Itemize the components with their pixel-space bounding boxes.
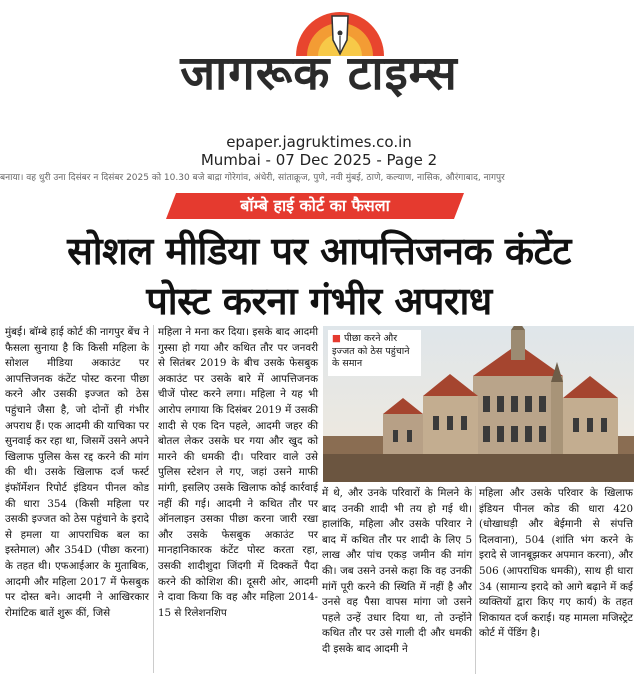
prev-text-strip: बनाया। वह धुरी उना दिसंबर न दिसंबर 2025 को 10.30 बजे बाद्रा गोरेगांव, अंधेरी, सांताक्रूज, पुणे, नवी मुंबई, ठाणे, कल्याण, नासिक, औरंगाबाद, नागपुर — [0, 173, 505, 183]
column-divider — [153, 325, 154, 673]
kicker-banner — [166, 193, 464, 219]
masthead — [0, 0, 638, 128]
masthead-title: जागरूक टाइम्स — [180, 46, 458, 101]
column-divider — [475, 486, 476, 674]
headline-line-1: सोशल मीडिया पर आपत्तिजनक कंटेंट — [67, 229, 571, 273]
article-column-4: महिला और उसके परिवार के खिलाफ इंडियन पीनल कोड की धारा 420 (धोखाधड़ी और बेईमानी से संपत्ति दिलवाना), 504 (शांति भंग करने के इरादे से जानबूझकर अपमान करना), और 506 (आपराधिक धमकी), साथ ही धारा 34 (सामान्य इरादे को आगे बढ़ाने में कई व्यक्तियों द्वारा किए गए कार्य) के तहत शिकायत दर्ज कराई। यह मामला मजिस्ट्रेट कोर्ट में पेंडिंग है। — [479, 487, 633, 640]
photo-caption-text: पीछा करने और इज्जत को ठेस पहुंचाने के समान — [332, 333, 410, 369]
headline-line-2: पोस्ट करना गंभीर अपराध — [146, 279, 492, 323]
issue-date: Mumbai - 07 Dec 2025 - Page 2 — [200, 151, 438, 169]
article-column-1: मुंबई। बॉम्बे हाई कोर्ट की नागपुर बेंच ने फैसला सुनाया है कि किसी महिला के सोशल मीडिया अकाउंट पर आपत्तिजनक कंटेंट पोस्ट करना पीछा करने और उसकी इज्जत को ठेस पहुंचाने जैसा है, जो दोनों ही गंभीर अपराध हैं। एक आदमी की याचिका पर सुनवाई कर रहा था, जिसमें उसने अपने खिलाफ पुलिस केस रद्द करने की मांग की थी। उसके खिलाफ दर्ज फर्स्ट इंफॉर्मेशन रिपोर्ट इंडियन पीनल कोड की धारा 354 (किसी महिला पर उसकी इज्जत को ठेस पहुंचाने के इरादे से हमला या आपराधिक बल का इस्तेमाल) और 354D (पीछा करना) के तहत थी। एफआईआर के मुताबिक, आदमी और महिला 2017 में फेसबुक पर दोस्त बने। आदमी ने आखिरकार रोमांटिक बातें शुरू कीं, जिसे — [5, 326, 149, 619]
article-column-2: महिला ने मना कर दिया। इसके बाद आदमी गुस्सा हो गया और कथित तौर पर जनवरी से सितंबर 2019 के बीच उसके फेसबुक अकाउंट पर उसके बारे में आपत्तिजनक चीजें पोस्ट करने लगा। महिला ने यह भी आरोप लगाया कि दिसंबर 2019 में उसकी शादी से एक दिन पहले, आदमी जहर की बोतल लेकर उसके घर गया और खुद को मारने की धमकी दी। परिवार वाले उसे पुलिस स्टेशन ले गए, जहां उसने माफी मांगी, इसलिए उसके खिलाफ कोई कार्रवाई नहीं की गई। आदमी ने कथित तौर पर ऑनलाइन उसका पीछा करना जारी रखा और उसके फेसबुक अकाउंट पर मानहानिकारक कंटेंट पोस्ट करता रहा, उसकी शादीशुदा जिंदगी में दिक्कतें पैदा करने की कोशिश की। दूसरी ओर, आदमी ने दावा किया कि वह और महिला 2014-15 से रिलेशनशिप — [158, 326, 318, 619]
red-square-bullet-icon: ■ — [332, 333, 341, 344]
headline — [0, 226, 638, 326]
photo-caption — [328, 330, 421, 376]
epaper-url: epaper.jagruktimes.co.in — [226, 133, 412, 151]
article-column-3: में थे, और उनके परिवारों के मिलने के बाद उनकी शादी भी तय हो गई थी। हालांकि, महिला और उसके परिवार ने बाद में कथित तौर पर शादी के लिए 5 लाख और पांच एकड़ जमीन की मांग की। जब उसने उनसे कहा कि वह उनकी मांगें पूरी करने की स्थिति में नहीं है और उनसे वह पैसा वापस मांगा जो उसने पहले उन्हें उधार दिया था, तो उन्होंने कथित तौर पर उसे गाली दी और धमकी दी इसके बाद आदमी ने — [322, 487, 472, 655]
kicker-text: बॉम्बे हाई कोर्ट का फैसला — [240, 196, 390, 215]
